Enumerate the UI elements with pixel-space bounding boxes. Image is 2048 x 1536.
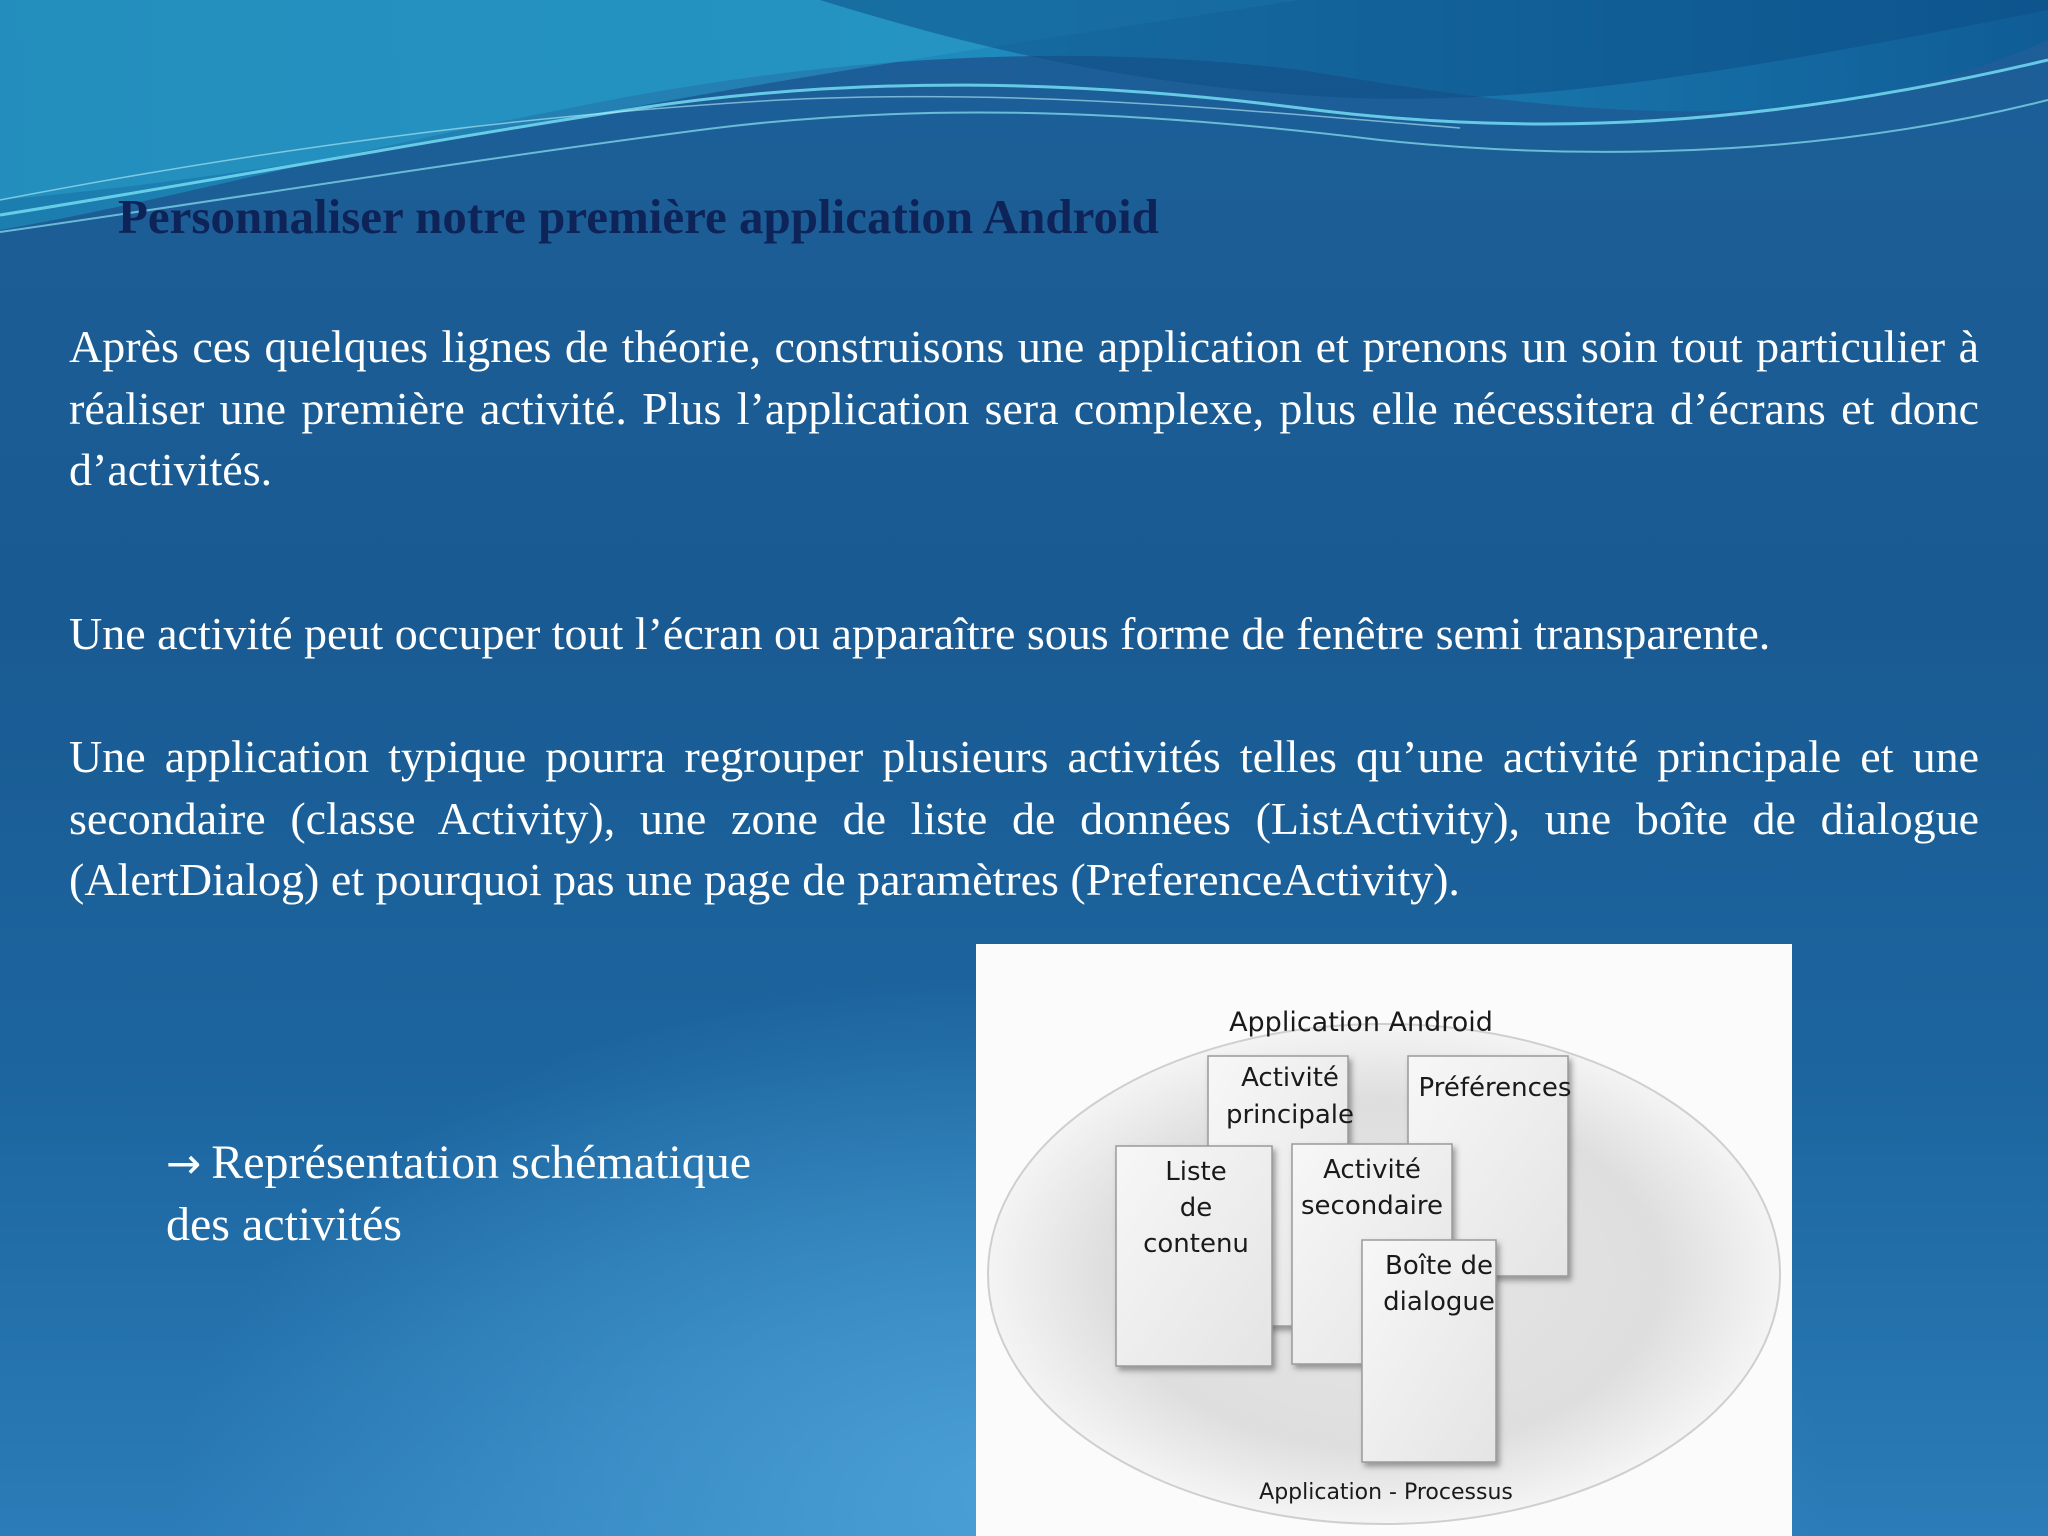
activities-diagram-svg: [976, 944, 1792, 1536]
card-secondary-label-2: secondaire: [1301, 1191, 1443, 1221]
caption-line-2: des activités: [166, 1198, 402, 1251]
diagram-bottom-label: Application - Processus: [1259, 1480, 1513, 1505]
card-secondary-label-1: Activité: [1323, 1155, 1421, 1185]
paragraph-activity-screen: Une activité peut occuper tout l’écran ou apparaître sous forme de fenêtre semi transparente.: [69, 608, 1771, 659]
activities-diagram: [976, 944, 1792, 1536]
card-main-label-2: principale: [1225, 1100, 1355, 1130]
paragraph-typical-application: Une application typique pourra regrouper plusieurs activités telles qu’une activité principale et une secondaire (classe Activity), une zone de liste de données (ListActivity), une boîte de dialogue (AlertDialog) et pourquoi pas une page de paramètres (PreferenceActivity).: [69, 731, 1979, 905]
schematic-caption: [166, 1132, 751, 1255]
card-preferences-label: Préférences: [1418, 1073, 1572, 1103]
card-dialog-label-2: dialogue: [1383, 1287, 1495, 1317]
slide-title: Personnaliser notre première application Android: [118, 189, 1159, 244]
diagram-top-label: Application Android: [1229, 1007, 1493, 1038]
card-list-label-3: contenu: [1143, 1229, 1249, 1259]
arrow-right-icon: →: [166, 1139, 202, 1188]
card-main-label-1: Activité: [1241, 1063, 1339, 1093]
paragraph-intro: Après ces quelques lignes de théorie, construisons une application et prenons un soin tout particulier à réaliser une première activité. Plus l’application sera complexe, plus elle nécessitera d’écrans et donc d’activités.: [69, 321, 1979, 495]
card-list-label-1: Liste: [1165, 1157, 1227, 1187]
caption-line-1: Représentation schématique: [211, 1136, 752, 1189]
card-dialog-label-1: Boîte de: [1385, 1251, 1493, 1281]
card-list-label-2: de: [1179, 1193, 1213, 1223]
